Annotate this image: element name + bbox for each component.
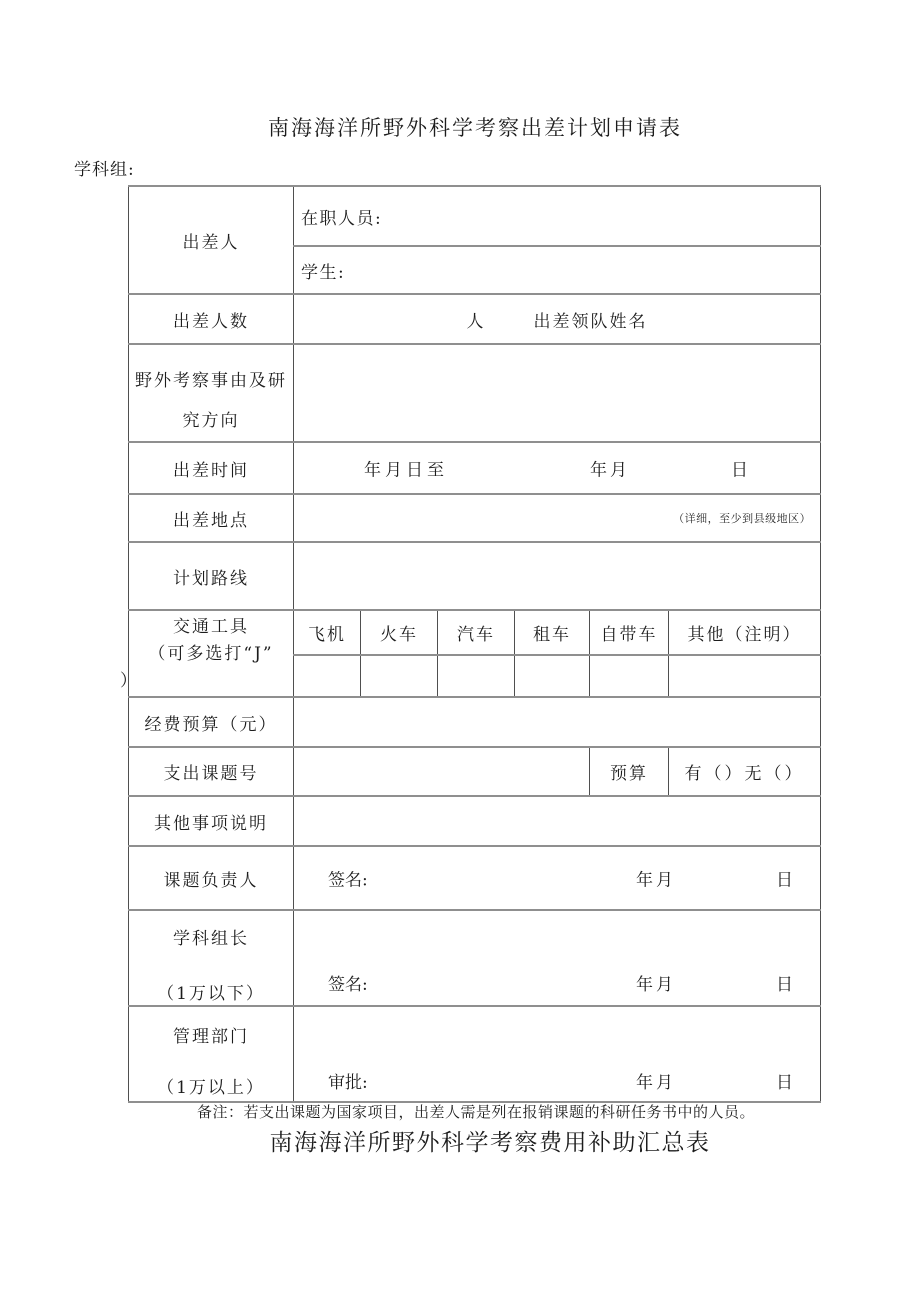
transport-label-line3: ） bbox=[120, 671, 137, 691]
pi-sign-label: 签名: bbox=[328, 870, 368, 891]
group-leader-signature-field[interactable] bbox=[294, 910, 821, 1006]
headcount-content bbox=[294, 307, 820, 332]
purpose-label-line2: 究方向 bbox=[182, 411, 240, 431]
management-date-d: 日 bbox=[776, 1073, 793, 1093]
transport-option-plane: 飞机 bbox=[294, 610, 361, 655]
transport-check-other[interactable] bbox=[669, 655, 821, 697]
route-label: 计划路线 bbox=[129, 542, 294, 610]
headcount-field[interactable] bbox=[294, 294, 821, 344]
transport-check-plane[interactable] bbox=[294, 655, 361, 697]
project-number-field[interactable] bbox=[294, 747, 590, 796]
route-field[interactable] bbox=[294, 542, 821, 610]
page-title: 南海海洋所野外科学考察出差计划申请表 bbox=[268, 116, 682, 140]
table-row bbox=[129, 294, 821, 344]
group-leader-label bbox=[129, 910, 294, 1006]
traveler-label: 出差人 bbox=[129, 186, 294, 294]
project-number-label: 支出课题号 bbox=[129, 747, 294, 796]
transport-check-train[interactable] bbox=[361, 655, 438, 697]
table-row bbox=[129, 747, 821, 796]
project-budget-label: 预算 bbox=[590, 747, 669, 796]
budget-field[interactable] bbox=[294, 697, 821, 747]
transport-option-car: 汽车 bbox=[438, 610, 515, 655]
table-row bbox=[129, 1006, 821, 1102]
table-row bbox=[129, 910, 821, 1006]
group-leader-label-line2: （1万以下） bbox=[157, 984, 265, 1004]
project-budget-availability[interactable]: 有（）无（） bbox=[669, 747, 821, 796]
management-date-ym: 年月 bbox=[636, 1073, 676, 1093]
headcount-label: 出差人数 bbox=[129, 294, 294, 344]
management-label bbox=[129, 1006, 294, 1102]
table-row bbox=[129, 344, 821, 442]
transport-check-car[interactable] bbox=[438, 655, 515, 697]
group-leader-sign-label: 签名: bbox=[328, 975, 368, 995]
table-row bbox=[129, 186, 821, 246]
table-row bbox=[129, 542, 821, 610]
transport-check-own-car[interactable] bbox=[590, 655, 669, 697]
trip-application-table bbox=[120, 185, 821, 1103]
group-leader-date-d: 日 bbox=[776, 975, 793, 995]
management-approve-label: 审批: bbox=[328, 1073, 368, 1093]
next-section-title: 南海海洋所野外科学考察费用补助汇总表 bbox=[269, 1130, 711, 1156]
time-end-ym-text: 年月 bbox=[590, 460, 630, 481]
budget-label: 经费预算（元） bbox=[129, 697, 294, 747]
other-notes-label: 其他事项说明 bbox=[129, 796, 294, 846]
place-hint: （详细，至少到县级地区） bbox=[673, 512, 812, 525]
transport-option-own-car: 自带车 bbox=[590, 610, 669, 655]
management-approval-field[interactable] bbox=[294, 1006, 821, 1102]
time-end-d-text: 日 bbox=[731, 460, 748, 481]
table-row bbox=[129, 494, 821, 542]
transport-option-rental: 租车 bbox=[515, 610, 590, 655]
time-label: 出差时间 bbox=[129, 442, 294, 494]
transport-check-rental[interactable] bbox=[515, 655, 590, 697]
transport-label-line1: 交通工具 bbox=[173, 617, 249, 637]
management-label-line1: 管理部门 bbox=[173, 1027, 249, 1047]
subject-group-label: 学科组: bbox=[74, 160, 135, 180]
table-row bbox=[129, 442, 821, 494]
transport-label-line2: （可多选打“J” bbox=[148, 644, 274, 664]
group-leader-date-ym: 年月 bbox=[636, 975, 676, 995]
table-row bbox=[129, 610, 821, 655]
table-row bbox=[129, 697, 821, 747]
pi-date-ym: 年月 bbox=[636, 870, 676, 891]
table-row bbox=[129, 796, 821, 846]
transport-option-other: 其他（注明） bbox=[669, 610, 821, 655]
group-leader-label-line1: 学科组长 bbox=[173, 929, 249, 949]
time-field[interactable] bbox=[294, 442, 821, 494]
pi-label: 课题负责人 bbox=[129, 846, 294, 910]
transport-label bbox=[120, 610, 294, 697]
pi-date-d: 日 bbox=[776, 870, 793, 891]
other-notes-field[interactable] bbox=[294, 796, 821, 846]
place-label: 出差地点 bbox=[129, 494, 294, 542]
purpose-label-line1: 野外考察事由及研 bbox=[135, 371, 287, 391]
transport-option-train: 火车 bbox=[361, 610, 438, 655]
leader-name-label: 出差领队姓名 bbox=[533, 311, 648, 332]
time-start-text: 年月日至 bbox=[364, 460, 448, 481]
table-row bbox=[129, 846, 821, 910]
student-field[interactable]: 学生: bbox=[294, 246, 821, 294]
pi-signature-field[interactable] bbox=[294, 846, 821, 910]
purpose-field[interactable] bbox=[294, 344, 821, 442]
management-label-line2: （1万以上） bbox=[157, 1078, 265, 1098]
purpose-label bbox=[129, 344, 294, 442]
place-field[interactable] bbox=[294, 494, 821, 542]
footer-note: 备注：若支出课题为国家项目，出差人需是列在报销课题的科研任务书中的人员。 bbox=[196, 1103, 756, 1121]
staff-field[interactable]: 在职人员: bbox=[294, 186, 821, 246]
headcount-unit: 人 bbox=[466, 311, 486, 332]
